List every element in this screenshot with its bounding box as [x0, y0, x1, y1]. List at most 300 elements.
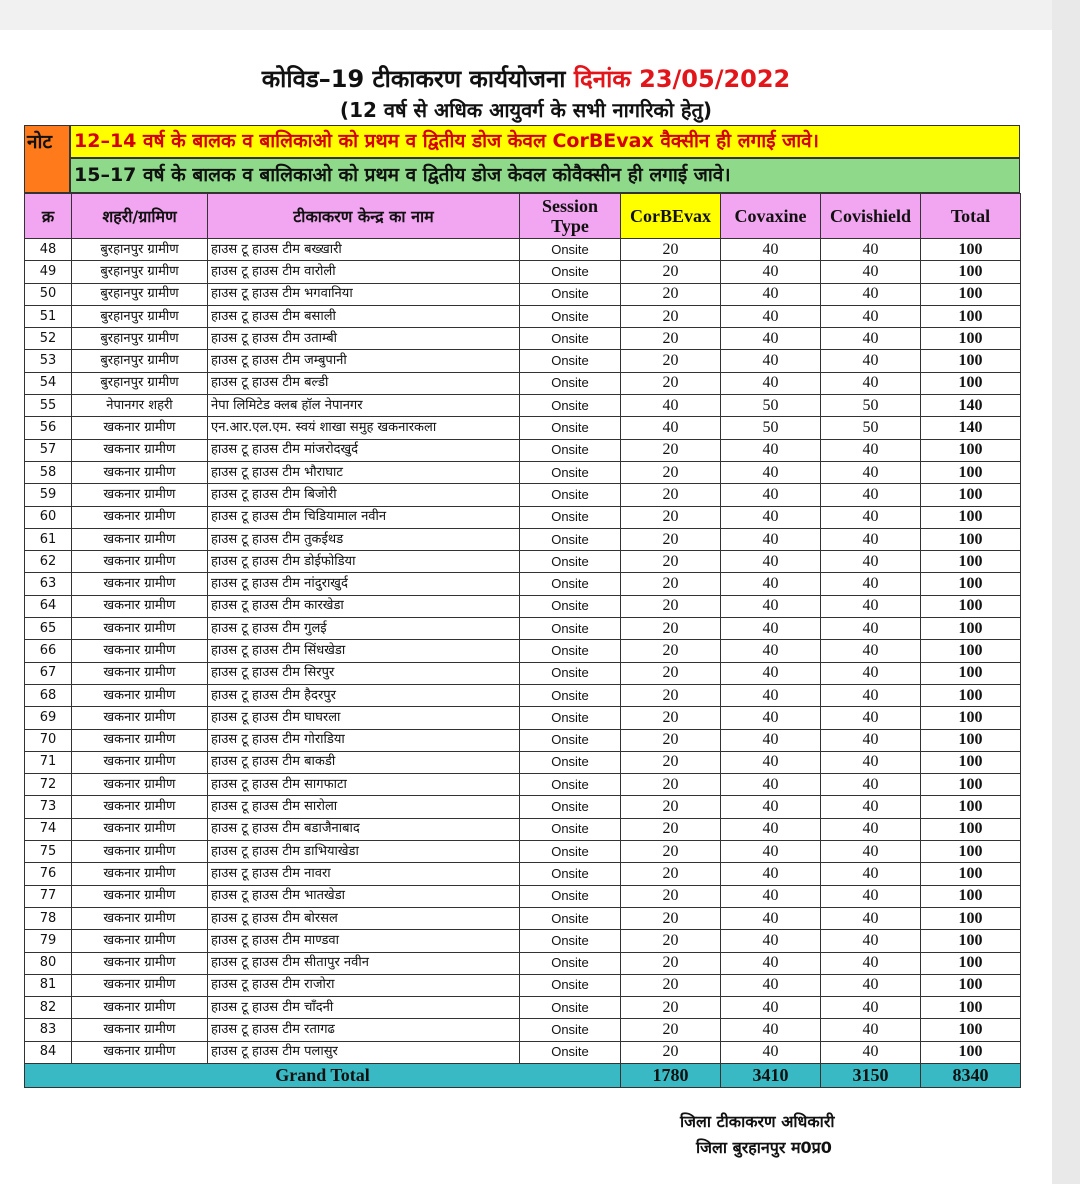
cell-total: 100	[921, 729, 1021, 751]
cell-area: खकनार ग्रामीण	[72, 439, 208, 461]
cell-total: 100	[921, 885, 1021, 907]
cell-area: खकनार ग्रामीण	[72, 551, 208, 573]
cell-area: खकनार ग्रामीण	[72, 997, 208, 1019]
cell-area: बुरहानपुर ग्रामीण	[72, 283, 208, 305]
cell-centre-name: हाउस टू हाउस टीम भौराघाट	[208, 461, 520, 483]
table-row	[25, 796, 1021, 818]
cell-total: 100	[921, 1041, 1021, 1063]
signature-title: जिला टीकाकरण अधिकारी	[680, 1112, 835, 1131]
cell-centre-name: हाउस टू हाउस टीम सारोला	[208, 796, 520, 818]
cell-covaxine: 40	[721, 841, 821, 863]
cell-session-type: Onsite	[520, 305, 621, 327]
cell-session-type: Onsite	[520, 573, 621, 595]
table-row	[25, 506, 1021, 528]
cell-covishield: 40	[821, 974, 921, 996]
cell-session-type: Onsite	[520, 261, 621, 283]
cell-sn: 74	[25, 818, 72, 840]
cell-corbevax: 20	[621, 751, 721, 773]
cell-session-type: Onsite	[520, 551, 621, 573]
cell-covishield: 40	[821, 618, 921, 640]
cell-corbevax: 40	[621, 395, 721, 417]
cell-corbevax: 20	[621, 484, 721, 506]
page-title	[0, 62, 1052, 95]
cell-area: बुरहानपुर ग्रामीण	[72, 328, 208, 350]
cell-area: खकनार ग्रामीण	[72, 1019, 208, 1041]
cell-covishield: 40	[821, 283, 921, 305]
cell-sn: 68	[25, 684, 72, 706]
cell-covishield: 50	[821, 417, 921, 439]
cell-centre-name: हाउस टू हाउस टीम उताम्बी	[208, 328, 520, 350]
table-row	[25, 618, 1021, 640]
cell-total: 100	[921, 907, 1021, 929]
cell-session-type: Onsite	[520, 395, 621, 417]
table-row	[25, 350, 1021, 372]
cell-sn: 64	[25, 595, 72, 617]
cell-centre-name: हाउस टू हाउस टीम भगवानिया	[208, 283, 520, 305]
table-row	[25, 841, 1021, 863]
cell-covaxine: 40	[721, 974, 821, 996]
cell-centre-name: हाउस टू हाउस टीम घाघरला	[208, 707, 520, 729]
cell-total: 100	[921, 506, 1021, 528]
cell-corbevax: 20	[621, 974, 721, 996]
cell-corbevax: 20	[621, 573, 721, 595]
cell-covaxine: 40	[721, 1019, 821, 1041]
cell-covishield: 40	[821, 506, 921, 528]
cell-session-type: Onsite	[520, 484, 621, 506]
table-row	[25, 952, 1021, 974]
cell-total: 100	[921, 863, 1021, 885]
cell-total: 100	[921, 261, 1021, 283]
cell-area: खकनार ग्रामीण	[72, 417, 208, 439]
cell-total: 100	[921, 305, 1021, 327]
cell-session-type: Onsite	[520, 952, 621, 974]
table-row	[25, 930, 1021, 952]
cell-area: खकनार ग्रामीण	[72, 1041, 208, 1063]
cell-total: 100	[921, 997, 1021, 1019]
cell-centre-name: हाउस टू हाउस टीम चिडियामाल नवीन	[208, 506, 520, 528]
cell-covishield: 40	[821, 684, 921, 706]
cell-covaxine: 40	[721, 261, 821, 283]
cell-covaxine: 40	[721, 283, 821, 305]
cell-sn: 51	[25, 305, 72, 327]
cell-total: 100	[921, 1019, 1021, 1041]
cell-sn: 67	[25, 662, 72, 684]
cell-area: खकनार ग्रामीण	[72, 863, 208, 885]
cell-corbevax: 20	[621, 885, 721, 907]
cell-corbevax: 20	[621, 1019, 721, 1041]
cell-session-type: Onsite	[520, 328, 621, 350]
cell-sn: 66	[25, 640, 72, 662]
table-row	[25, 774, 1021, 796]
table-body	[25, 239, 1021, 1064]
cell-centre-name: हाउस टू हाउस टीम बडाजैनाबाद	[208, 818, 520, 840]
cell-covishield: 40	[821, 640, 921, 662]
cell-centre-name: हाउस टू हाउस टीम माण्डवा	[208, 930, 520, 952]
cell-centre-name: हाउस टू हाउस टीम बख्खारी	[208, 239, 520, 261]
header-area: शहरी/ग्रामिण	[72, 194, 208, 239]
cell-covishield: 40	[821, 774, 921, 796]
cell-covaxine: 40	[721, 484, 821, 506]
cell-corbevax: 20	[621, 461, 721, 483]
cell-covishield: 40	[821, 484, 921, 506]
table-row	[25, 305, 1021, 327]
cell-total: 100	[921, 372, 1021, 394]
table-row	[25, 261, 1021, 283]
cell-area: खकनार ग्रामीण	[72, 774, 208, 796]
grand-total-label: Grand Total	[25, 1063, 621, 1087]
cell-session-type: Onsite	[520, 417, 621, 439]
cell-covishield: 40	[821, 930, 921, 952]
cell-session-type: Onsite	[520, 974, 621, 996]
cell-total: 100	[921, 751, 1021, 773]
cell-covishield: 40	[821, 305, 921, 327]
cell-corbevax: 20	[621, 640, 721, 662]
cell-covaxine: 40	[721, 305, 821, 327]
cell-covishield: 40	[821, 841, 921, 863]
table-row	[25, 885, 1021, 907]
cell-covishield: 40	[821, 662, 921, 684]
cell-centre-name: हाउस टू हाउस टीम कारखेडा	[208, 595, 520, 617]
cell-covaxine: 40	[721, 461, 821, 483]
cell-centre-name: हाउस टू हाउस टीम गोराडिया	[208, 729, 520, 751]
cell-covaxine: 40	[721, 528, 821, 550]
cell-session-type: Onsite	[520, 350, 621, 372]
cell-total: 100	[921, 707, 1021, 729]
table-row	[25, 551, 1021, 573]
cell-sn: 73	[25, 796, 72, 818]
cell-area: खकनार ग्रामीण	[72, 907, 208, 929]
cell-covaxine: 40	[721, 930, 821, 952]
table-row	[25, 1019, 1021, 1041]
cell-covaxine: 40	[721, 439, 821, 461]
cell-covaxine: 40	[721, 573, 821, 595]
cell-area: खकनार ग्रामीण	[72, 796, 208, 818]
cell-total: 100	[921, 684, 1021, 706]
cell-total: 100	[921, 595, 1021, 617]
cell-corbevax: 20	[621, 528, 721, 550]
cell-sn: 75	[25, 841, 72, 863]
viewer-edge	[1052, 0, 1080, 1184]
cell-covaxine: 40	[721, 595, 821, 617]
cell-covishield: 40	[821, 707, 921, 729]
cell-covishield: 40	[821, 439, 921, 461]
cell-session-type: Onsite	[520, 528, 621, 550]
cell-covishield: 40	[821, 885, 921, 907]
cell-corbevax: 20	[621, 506, 721, 528]
cell-sn: 57	[25, 439, 72, 461]
table-row	[25, 573, 1021, 595]
cell-session-type: Onsite	[520, 818, 621, 840]
cell-session-type: Onsite	[520, 841, 621, 863]
table-row	[25, 328, 1021, 350]
cell-covishield: 40	[821, 350, 921, 372]
cell-covaxine: 40	[721, 751, 821, 773]
cell-session-type: Onsite	[520, 640, 621, 662]
cell-sn: 65	[25, 618, 72, 640]
cell-sn: 76	[25, 863, 72, 885]
cell-covaxine: 40	[721, 506, 821, 528]
cell-corbevax: 20	[621, 239, 721, 261]
cell-centre-name: हाउस टू हाउस टीम डोईफोडिया	[208, 551, 520, 573]
cell-corbevax: 20	[621, 818, 721, 840]
cell-covaxine: 40	[721, 618, 821, 640]
cell-area: खकनार ग्रामीण	[72, 618, 208, 640]
cell-corbevax: 20	[621, 863, 721, 885]
cell-total: 100	[921, 662, 1021, 684]
table-row	[25, 595, 1021, 617]
cell-centre-name: हाउस टू हाउस टीम डाभियाखेडा	[208, 841, 520, 863]
table-row	[25, 729, 1021, 751]
cell-area: खकनार ग्रामीण	[72, 573, 208, 595]
cell-area: बुरहानपुर ग्रामीण	[72, 239, 208, 261]
cell-total: 100	[921, 774, 1021, 796]
cell-covishield: 40	[821, 751, 921, 773]
cell-sn: 63	[25, 573, 72, 595]
cell-covaxine: 50	[721, 395, 821, 417]
cell-sn: 61	[25, 528, 72, 550]
cell-centre-name: हाउस टू हाउस टीम रतागढ	[208, 1019, 520, 1041]
cell-covaxine: 40	[721, 796, 821, 818]
cell-session-type: Onsite	[520, 283, 621, 305]
cell-centre-name: हाउस टू हाउस टीम बोरसल	[208, 907, 520, 929]
table-row	[25, 395, 1021, 417]
cell-covaxine: 40	[721, 328, 821, 350]
cell-covaxine: 40	[721, 818, 821, 840]
cell-session-type: Onsite	[520, 461, 621, 483]
cell-sn: 56	[25, 417, 72, 439]
table-row	[25, 974, 1021, 996]
cell-corbevax: 20	[621, 595, 721, 617]
cell-sn: 79	[25, 930, 72, 952]
grand-total-total: 8340	[921, 1063, 1021, 1087]
cell-area: खकनार ग्रामीण	[72, 506, 208, 528]
cell-sn: 50	[25, 283, 72, 305]
cell-covishield: 40	[821, 997, 921, 1019]
cell-sn: 81	[25, 974, 72, 996]
cell-total: 100	[921, 239, 1021, 261]
cell-session-type: Onsite	[520, 707, 621, 729]
table-row	[25, 461, 1021, 483]
cell-area: खकनार ग्रामीण	[72, 930, 208, 952]
cell-centre-name: हाउस टू हाउस टीम बसाली	[208, 305, 520, 327]
cell-sn: 52	[25, 328, 72, 350]
header-session-type	[520, 194, 621, 239]
title-date: दिनांक 23/05/2022	[573, 65, 791, 93]
cell-centre-name: हाउस टू हाउस टीम गुलई	[208, 618, 520, 640]
cell-covaxine: 40	[721, 551, 821, 573]
cell-corbevax: 20	[621, 952, 721, 974]
cell-total: 100	[921, 573, 1021, 595]
cell-sn: 60	[25, 506, 72, 528]
cell-area: खकनार ग्रामीण	[72, 484, 208, 506]
cell-area: खकनार ग्रामीण	[72, 528, 208, 550]
cell-covaxine: 40	[721, 707, 821, 729]
cell-total: 100	[921, 952, 1021, 974]
cell-total: 100	[921, 350, 1021, 372]
table-row	[25, 283, 1021, 305]
cell-sn: 72	[25, 774, 72, 796]
cell-sn: 71	[25, 751, 72, 773]
cell-covishield: 50	[821, 395, 921, 417]
cell-total: 140	[921, 395, 1021, 417]
cell-session-type: Onsite	[520, 997, 621, 1019]
note-line-2: 15–17 वर्ष के बालक व बालिकाओ को प्रथम व द्वितीय डोज केवल कोवैक्सीन ही लगाई जावे।	[70, 158, 1020, 193]
cell-centre-name: हाउस टू हाउस टीम पलासुर	[208, 1041, 520, 1063]
cell-area: बुरहानपुर ग्रामीण	[72, 261, 208, 283]
cell-session-type: Onsite	[520, 885, 621, 907]
cell-corbevax: 20	[621, 997, 721, 1019]
cell-covishield: 40	[821, 796, 921, 818]
cell-session-type: Onsite	[520, 506, 621, 528]
cell-total: 100	[921, 283, 1021, 305]
cell-session-type: Onsite	[520, 907, 621, 929]
cell-sn: 84	[25, 1041, 72, 1063]
cell-covaxine: 40	[721, 774, 821, 796]
table-row	[25, 818, 1021, 840]
table-row	[25, 907, 1021, 929]
cell-covishield: 40	[821, 818, 921, 840]
cell-session-type: Onsite	[520, 595, 621, 617]
cell-corbevax: 20	[621, 662, 721, 684]
cell-corbevax: 20	[621, 774, 721, 796]
cell-centre-name: हाउस टू हाउस टीम बल्डी	[208, 372, 520, 394]
header-corbevax: CorBEvax	[621, 194, 721, 239]
cell-session-type: Onsite	[520, 729, 621, 751]
cell-session-type: Onsite	[520, 1041, 621, 1063]
cell-covishield: 40	[821, 863, 921, 885]
cell-covaxine: 40	[721, 350, 821, 372]
cell-corbevax: 20	[621, 796, 721, 818]
cell-area: बुरहानपुर ग्रामीण	[72, 305, 208, 327]
cell-covaxine: 40	[721, 952, 821, 974]
table-row	[25, 997, 1021, 1019]
cell-centre-name: हाउस टू हाउस टीम नांदुराखुर्द	[208, 573, 520, 595]
cell-area: खकनार ग्रामीण	[72, 595, 208, 617]
cell-area: खकनार ग्रामीण	[72, 952, 208, 974]
cell-area: बुरहानपुर ग्रामीण	[72, 350, 208, 372]
table-row	[25, 640, 1021, 662]
cell-centre-name: हाउस टू हाउस टीम हैदरपुर	[208, 684, 520, 706]
grand-total-corbevax: 1780	[621, 1063, 721, 1087]
cell-area: बुरहानपुर ग्रामीण	[72, 372, 208, 394]
cell-centre-name: हाउस टू हाउस टीम जम्बुपानी	[208, 350, 520, 372]
cell-covishield: 40	[821, 239, 921, 261]
cell-corbevax: 20	[621, 328, 721, 350]
cell-covishield: 40	[821, 551, 921, 573]
cell-centre-name: हाउस टू हाउस टीम वारोली	[208, 261, 520, 283]
cell-covaxine: 40	[721, 729, 821, 751]
cell-session-type: Onsite	[520, 662, 621, 684]
cell-area: खकनार ग्रामीण	[72, 729, 208, 751]
table-row	[25, 528, 1021, 550]
cell-total: 100	[921, 618, 1021, 640]
cell-corbevax: 20	[621, 261, 721, 283]
cell-centre-name: हाउस टू हाउस टीम बिजोरी	[208, 484, 520, 506]
cell-covishield: 40	[821, 573, 921, 595]
cell-covaxine: 40	[721, 684, 821, 706]
cell-session-type: Onsite	[520, 239, 621, 261]
cell-sn: 77	[25, 885, 72, 907]
cell-corbevax: 20	[621, 551, 721, 573]
cell-covaxine: 40	[721, 997, 821, 1019]
cell-centre-name: हाउस टू हाउस टीम नावरा	[208, 863, 520, 885]
cell-covishield: 40	[821, 729, 921, 751]
cell-area: खकनार ग्रामीण	[72, 640, 208, 662]
cell-total: 100	[921, 439, 1021, 461]
cell-session-type: Onsite	[520, 618, 621, 640]
cell-area: खकनार ग्रामीण	[72, 707, 208, 729]
cell-corbevax: 20	[621, 907, 721, 929]
cell-total: 100	[921, 328, 1021, 350]
cell-sn: 70	[25, 729, 72, 751]
cell-session-type: Onsite	[520, 796, 621, 818]
cell-session-type: Onsite	[520, 751, 621, 773]
table-header-row	[25, 194, 1021, 239]
cell-corbevax: 20	[621, 684, 721, 706]
cell-sn: 53	[25, 350, 72, 372]
cell-area: खकनार ग्रामीण	[72, 751, 208, 773]
grand-total-covaxine: 3410	[721, 1063, 821, 1087]
cell-covaxine: 40	[721, 640, 821, 662]
cell-total: 100	[921, 484, 1021, 506]
table-row	[25, 484, 1021, 506]
cell-area: नेपानगर शहरी	[72, 395, 208, 417]
header-covaxine: Covaxine	[721, 194, 821, 239]
cell-covaxine: 40	[721, 907, 821, 929]
cell-covaxine: 40	[721, 662, 821, 684]
cell-corbevax: 20	[621, 618, 721, 640]
grand-total-covishield: 3150	[821, 1063, 921, 1087]
cell-centre-name: हाउस टू हाउस टीम तुकईथड	[208, 528, 520, 550]
cell-session-type: Onsite	[520, 372, 621, 394]
cell-corbevax: 20	[621, 305, 721, 327]
cell-covaxine: 40	[721, 372, 821, 394]
cell-centre-name: हाउस टू हाउस टीम राजोरा	[208, 974, 520, 996]
header-covishield: Covishield	[821, 194, 921, 239]
header-sn: क्र	[25, 194, 72, 239]
cell-corbevax: 20	[621, 707, 721, 729]
cell-sn: 59	[25, 484, 72, 506]
cell-area: खकनार ग्रामीण	[72, 662, 208, 684]
cell-area: खकनार ग्रामीण	[72, 885, 208, 907]
table-row	[25, 239, 1021, 261]
cell-sn: 54	[25, 372, 72, 394]
cell-covaxine: 40	[721, 239, 821, 261]
table-row	[25, 372, 1021, 394]
cell-area: खकनार ग्रामीण	[72, 818, 208, 840]
cell-covaxine: 40	[721, 863, 821, 885]
table-row	[25, 662, 1021, 684]
table-row	[25, 1041, 1021, 1063]
cell-sn: 82	[25, 997, 72, 1019]
cell-centre-name: हाउस टू हाउस टीम चाँदनी	[208, 997, 520, 1019]
grand-total-row	[25, 1063, 1021, 1087]
cell-covishield: 40	[821, 1041, 921, 1063]
table-row	[25, 439, 1021, 461]
cell-session-type: Onsite	[520, 684, 621, 706]
cell-sn: 62	[25, 551, 72, 573]
cell-total: 100	[921, 461, 1021, 483]
cell-corbevax: 20	[621, 930, 721, 952]
cell-sn: 69	[25, 707, 72, 729]
cell-total: 100	[921, 930, 1021, 952]
cell-sn: 55	[25, 395, 72, 417]
cell-total: 100	[921, 974, 1021, 996]
cell-covishield: 40	[821, 461, 921, 483]
cell-sn: 49	[25, 261, 72, 283]
cell-corbevax: 20	[621, 841, 721, 863]
cell-covishield: 40	[821, 372, 921, 394]
